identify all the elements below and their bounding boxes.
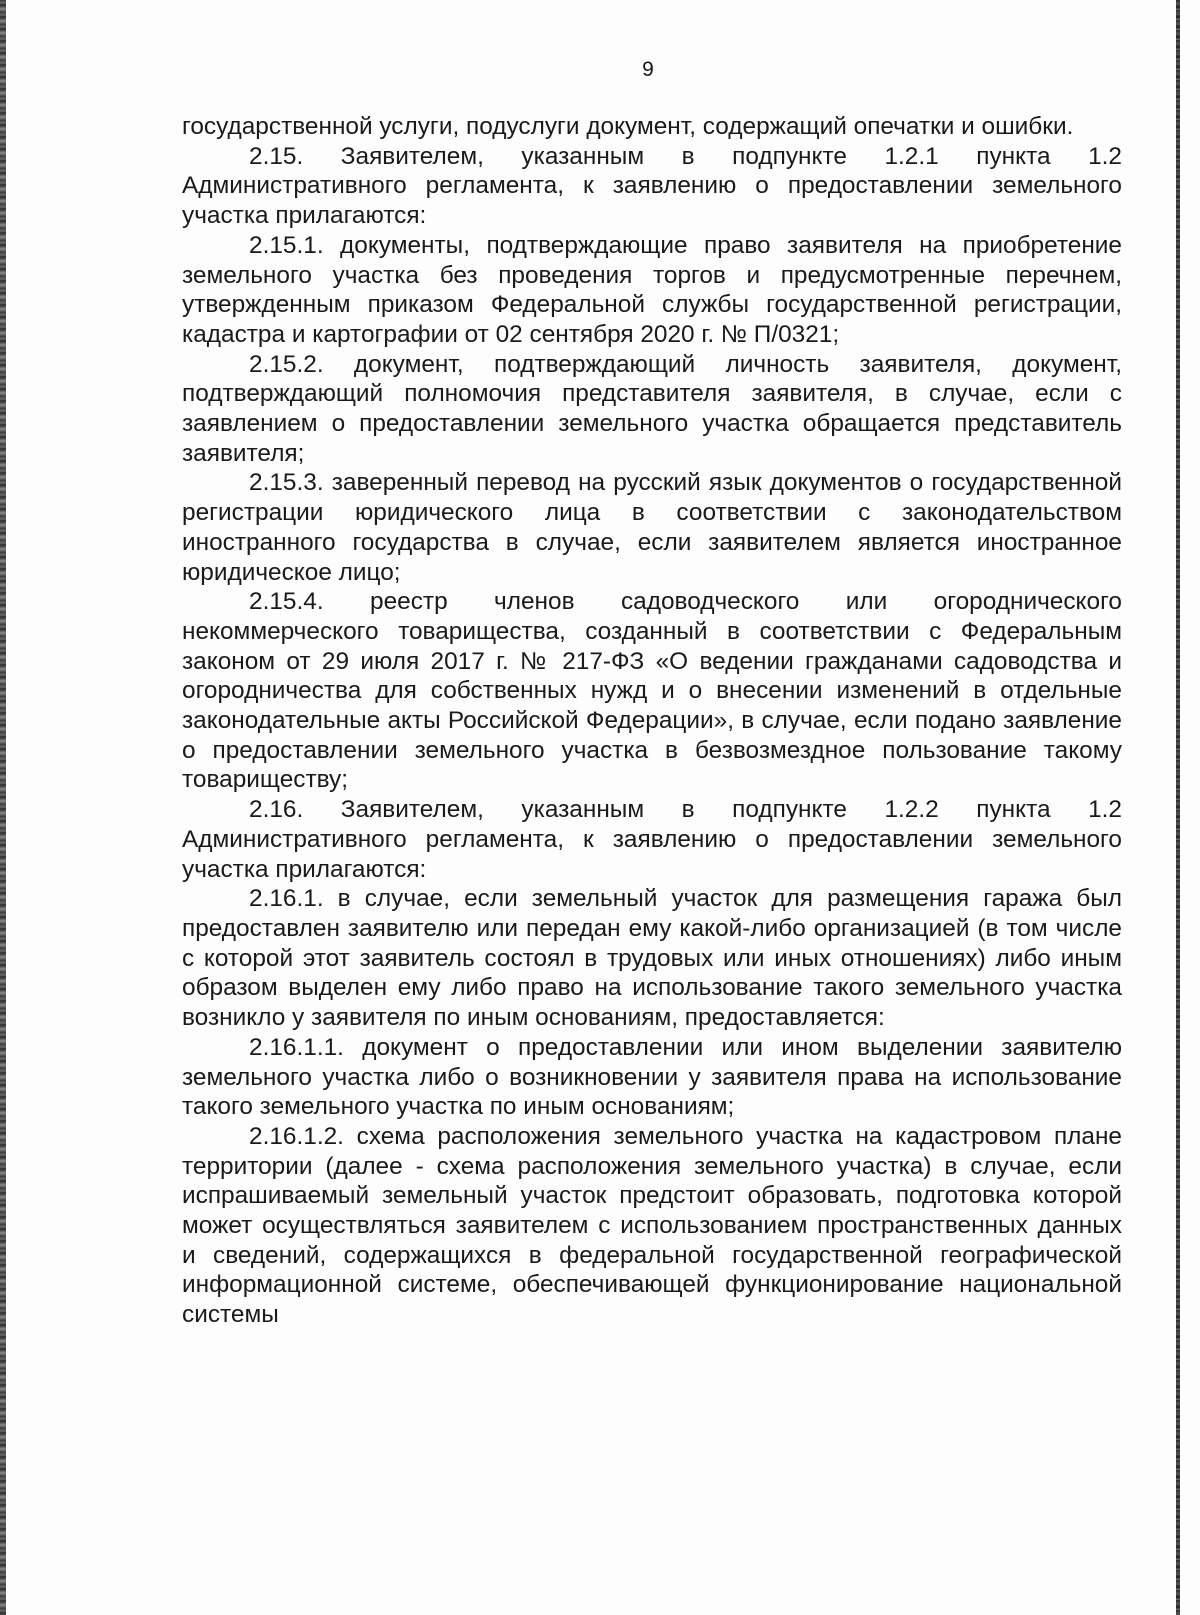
paragraph-2-15-4: 2.15.4. реестр членов садоводческого или огороднического некоммерческого товарищества, созданный в соответствии с Федеральным законом от 29 июля 2017 г. № 217-ФЗ «О ведении гражданами садоводства и огородничества для собственных нужд и о внесении изменений в отдельные законодательные акты Российской Федерации», в случае, если подано заявление о предоставлении земельного участка в безвозмездное пользование такому товариществу;	[182, 588, 1122, 794]
paragraph-2-16-1: 2.16.1. в случае, если земельный участок для размещения гаража был предоставлен заявителю или передан ему какой-либо организацией (в том числе с которой этот заявитель состоял в трудовых или иных отношениях) либо иным образом выделен ему либо право на использование такого земельного участка возникло у заявителя по иным основаниям, предоставляется:	[182, 885, 1122, 1032]
paragraph-2-16: 2.16. Заявителем, указанным в подпункте 1.2.2 пункта 1.2 Административного регламента, к заявлению о предоставлении земельного участка прилагаются:	[182, 796, 1122, 883]
page-number: 9	[642, 58, 654, 81]
document-body	[182, 112, 1122, 1330]
paragraph-2-16-1-2: 2.16.1.2. схема расположения земельного участка на кадастровом плане территории (далее - схема расположения земельного участка) в случае, если испрашиваемый земельный участок предстоит образовать, подготовка которой может осуществляться заявителем с использованием пространственных данных и сведений, содержащихся в федеральной государственной географической информационной системе, обеспечивающей функционирование национальной системы	[182, 1122, 1122, 1329]
paragraph-2-15-3: 2.15.3. заверенный перевод на русский язык документов о государственной регистрации юридического лица в соответствии с законодательством иностранного государства в случае, если заявителем является иностранное юридическое лицо;	[182, 469, 1122, 586]
paragraph-2-15: 2.15. Заявителем, указанным в подпункте 1.2.1 пункта 1.2 Административного регламента, к заявлению о предоставлении земельного участка прилагаются:	[182, 142, 1122, 230]
paragraph-continuation: государственной услуги, подуслуги документ, содержащий опечатки и ошибки.	[182, 113, 1074, 140]
scan-edge-left	[0, 0, 6, 1615]
paragraph-2-16-1-1: 2.16.1.1. документ о предоставлении или ином выделении заявителю земельного участка либо о возникновении у заявителя права на использование такого земельного участка по иным основаниям;	[182, 1033, 1122, 1121]
paragraph-2-15-1: 2.15.1. документы, подтверждающие право заявителя на приобретение земельного участка без проведения торгов и предусмотренные перечнем, утвержденным приказом Федеральной службы государственной регистрации, кадастра и картографии от 02 сентября 2020 г. № П/0321;	[182, 231, 1122, 348]
scan-edge-right	[1176, 0, 1180, 1615]
paragraph-2-15-2: 2.15.2. документ, подтверждающий личность заявителя, документ, подтверждающий полномочия представителя заявителя, в случае, если с заявлением о предоставлении земельного участка обращается представитель заявителя;	[182, 350, 1122, 467]
